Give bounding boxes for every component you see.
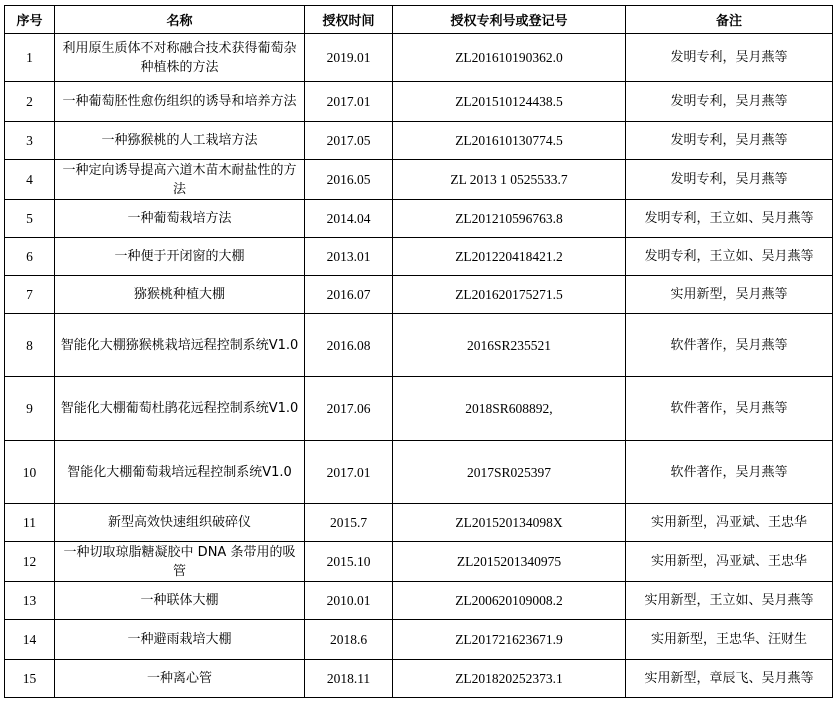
cell-date: 2010.01 (305, 582, 393, 620)
cell-patent: ZL201820252373.1 (393, 660, 626, 698)
cell-no: 10 (5, 441, 55, 504)
cell-patent: ZL201220418421.2 (393, 238, 626, 276)
cell-date: 2015.7 (305, 504, 393, 542)
cell-patent: ZL201610130774.5 (393, 122, 626, 160)
cell-date: 2018.11 (305, 660, 393, 698)
table-row (5, 314, 833, 377)
cell-patent: ZL200620109008.2 (393, 582, 626, 620)
header-patent: 授权专利号或登记号 (393, 6, 626, 34)
cell-note: 实用新型，章辰飞、吴月燕等 (626, 660, 833, 698)
cell-patent: ZL201620175271.5 (393, 276, 626, 314)
table-row (5, 441, 833, 504)
cell-date: 2018.6 (305, 620, 393, 660)
cell-note: 实用新型，冯亚斌、王忠华 (626, 542, 833, 582)
table-row (5, 620, 833, 660)
cell-date: 2017.06 (305, 377, 393, 441)
cell-patent: 2017SR025397 (393, 441, 626, 504)
cell-date: 2015.10 (305, 542, 393, 582)
table-row (5, 34, 833, 82)
cell-patent: 2018SR608892, (393, 377, 626, 441)
cell-note: 发明专利，王立如、吴月燕等 (626, 200, 833, 238)
cell-no: 3 (5, 122, 55, 160)
cell-date: 2016.07 (305, 276, 393, 314)
table-row (5, 542, 833, 582)
table-row (5, 122, 833, 160)
header-no: 序号 (5, 6, 55, 34)
cell-no: 9 (5, 377, 55, 441)
cell-no: 13 (5, 582, 55, 620)
cell-name: 一种定向诱导提高六道木苗木耐盐性的方法 (55, 160, 305, 200)
cell-date: 2013.01 (305, 238, 393, 276)
cell-date: 2017.01 (305, 82, 393, 122)
table-row (5, 377, 833, 441)
cell-name: 新型高效快速组织破碎仪 (55, 504, 305, 542)
cell-no: 11 (5, 504, 55, 542)
table-row (5, 160, 833, 200)
cell-name: 智能化大棚葡萄杜鹃花远程控制系统V1.0 (55, 377, 305, 441)
cell-no: 15 (5, 660, 55, 698)
cell-patent: ZL201520134098X (393, 504, 626, 542)
table-row (5, 238, 833, 276)
cell-no: 8 (5, 314, 55, 377)
cell-note: 软件著作，吴月燕等 (626, 314, 833, 377)
cell-note: 软件著作，吴月燕等 (626, 441, 833, 504)
cell-name: 一种切取琼脂糖凝胶中 DNA 条带用的吸管 (55, 542, 305, 582)
cell-name: 智能化大棚猕猴桃栽培远程控制系统V1.0 (55, 314, 305, 377)
cell-name: 一种猕猴桃的人工栽培方法 (55, 122, 305, 160)
cell-no: 14 (5, 620, 55, 660)
cell-no: 1 (5, 34, 55, 82)
header-row (5, 6, 833, 34)
cell-name: 智能化大棚葡萄栽培远程控制系统V1.0 (55, 441, 305, 504)
cell-no: 12 (5, 542, 55, 582)
table-row (5, 82, 833, 122)
cell-name: 一种葡萄胚性愈伤组织的诱导和培养方法 (55, 82, 305, 122)
cell-name: 一种联体大棚 (55, 582, 305, 620)
header-date: 授权时间 (305, 6, 393, 34)
cell-patent: ZL201510124438.5 (393, 82, 626, 122)
cell-note: 实用新型，吴月燕等 (626, 276, 833, 314)
cell-note: 发明专利，吴月燕等 (626, 160, 833, 200)
table-row (5, 582, 833, 620)
cell-note: 发明专利，吴月燕等 (626, 34, 833, 82)
table-row (5, 200, 833, 238)
cell-date: 2017.01 (305, 441, 393, 504)
cell-date: 2016.05 (305, 160, 393, 200)
cell-date: 2014.04 (305, 200, 393, 238)
cell-patent: ZL2015201340975 (393, 542, 626, 582)
patent-table (4, 5, 833, 698)
cell-patent: ZL201610190362.0 (393, 34, 626, 82)
cell-note: 实用新型，冯亚斌、王忠华 (626, 504, 833, 542)
cell-note: 实用新型，王立如、吴月燕等 (626, 582, 833, 620)
cell-name: 一种便于开闭窗的大棚 (55, 238, 305, 276)
cell-no: 4 (5, 160, 55, 200)
cell-date: 2016.08 (305, 314, 393, 377)
cell-note: 发明专利，王立如、吴月燕等 (626, 238, 833, 276)
table-body (5, 34, 833, 698)
cell-patent: 2016SR235521 (393, 314, 626, 377)
cell-note: 实用新型，王忠华、汪财生 (626, 620, 833, 660)
cell-name: 一种葡萄栽培方法 (55, 200, 305, 238)
cell-no: 7 (5, 276, 55, 314)
table-row (5, 504, 833, 542)
cell-no: 5 (5, 200, 55, 238)
header-note: 备注 (626, 6, 833, 34)
table-row (5, 276, 833, 314)
cell-patent: ZL201721623671.9 (393, 620, 626, 660)
cell-no: 6 (5, 238, 55, 276)
cell-note: 软件著作，吴月燕等 (626, 377, 833, 441)
cell-patent: ZL 2013 1 0525533.7 (393, 160, 626, 200)
cell-date: 2017.05 (305, 122, 393, 160)
cell-name: 猕猴桃种植大棚 (55, 276, 305, 314)
cell-name: 一种离心管 (55, 660, 305, 698)
header-name: 名称 (55, 6, 305, 34)
table-row (5, 660, 833, 698)
cell-name: 利用原生质体不对称融合技术获得葡萄杂种植株的方法 (55, 34, 305, 82)
cell-no: 2 (5, 82, 55, 122)
cell-note: 发明专利，吴月燕等 (626, 122, 833, 160)
cell-date: 2019.01 (305, 34, 393, 82)
cell-patent: ZL201210596763.8 (393, 200, 626, 238)
cell-name: 一种避雨栽培大棚 (55, 620, 305, 660)
cell-note: 发明专利，吴月燕等 (626, 82, 833, 122)
